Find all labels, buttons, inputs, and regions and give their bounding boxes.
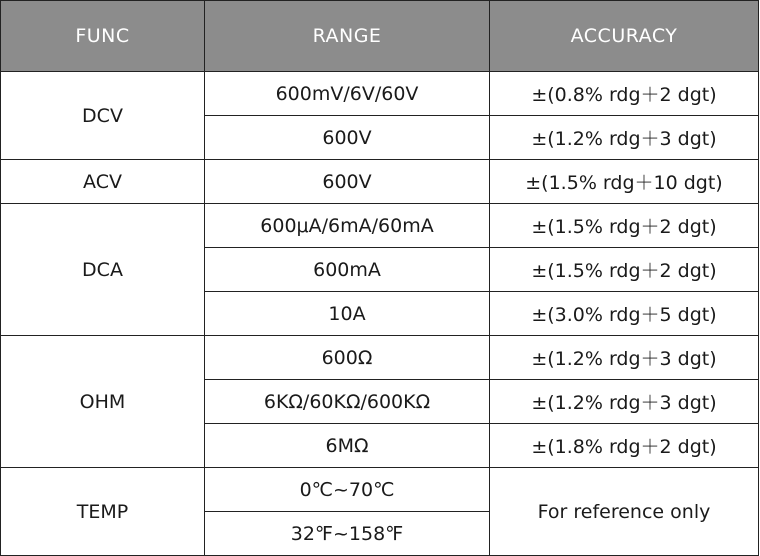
func-cell-dcv: DCV bbox=[1, 72, 205, 160]
table-row bbox=[1, 336, 759, 380]
table-row bbox=[1, 160, 759, 204]
func-cell-dca: DCA bbox=[1, 204, 205, 336]
accuracy-cell: ±(3.0% rdg＋5 dgt) bbox=[490, 292, 759, 336]
table-row bbox=[1, 72, 759, 116]
range-cell: 600mV/6V/60V bbox=[205, 72, 490, 116]
range-cell: 0℃~70℃ bbox=[205, 468, 490, 512]
table-row bbox=[1, 468, 759, 512]
range-cell: 32℉~158℉ bbox=[205, 512, 490, 556]
accuracy-cell: ±(1.2% rdg＋3 dgt) bbox=[490, 116, 759, 160]
accuracy-cell: ±(1.8% rdg＋2 dgt) bbox=[490, 424, 759, 468]
accuracy-cell: ±(1.5% rdg＋10 dgt) bbox=[490, 160, 759, 204]
range-cell: 600V bbox=[205, 160, 490, 204]
header-func: FUNC bbox=[1, 1, 205, 72]
accuracy-cell: ±(1.2% rdg＋3 dgt) bbox=[490, 380, 759, 424]
table-row bbox=[1, 204, 759, 248]
accuracy-cell: For reference only bbox=[490, 468, 759, 556]
accuracy-cell: ±(1.5% rdg＋2 dgt) bbox=[490, 204, 759, 248]
accuracy-cell: ±(1.5% rdg＋2 dgt) bbox=[490, 248, 759, 292]
range-cell: 600Ω bbox=[205, 336, 490, 380]
accuracy-cell: ±(1.2% rdg＋3 dgt) bbox=[490, 336, 759, 380]
range-cell: 10A bbox=[205, 292, 490, 336]
table-body bbox=[1, 72, 759, 556]
accuracy-cell: ±(0.8% rdg＋2 dgt) bbox=[490, 72, 759, 116]
range-cell: 6MΩ bbox=[205, 424, 490, 468]
func-cell-acv: ACV bbox=[1, 160, 205, 204]
range-cell: 600V bbox=[205, 116, 490, 160]
header-range: RANGE bbox=[205, 1, 490, 72]
header-accuracy: ACCURACY bbox=[490, 1, 759, 72]
func-cell-temp: TEMP bbox=[1, 468, 205, 556]
range-cell: 600mA bbox=[205, 248, 490, 292]
table-header bbox=[1, 1, 759, 72]
range-cell: 600μA/6mA/60mA bbox=[205, 204, 490, 248]
header-row bbox=[1, 1, 759, 72]
func-cell-ohm: OHM bbox=[1, 336, 205, 468]
range-cell: 6KΩ/60KΩ/600KΩ bbox=[205, 380, 490, 424]
